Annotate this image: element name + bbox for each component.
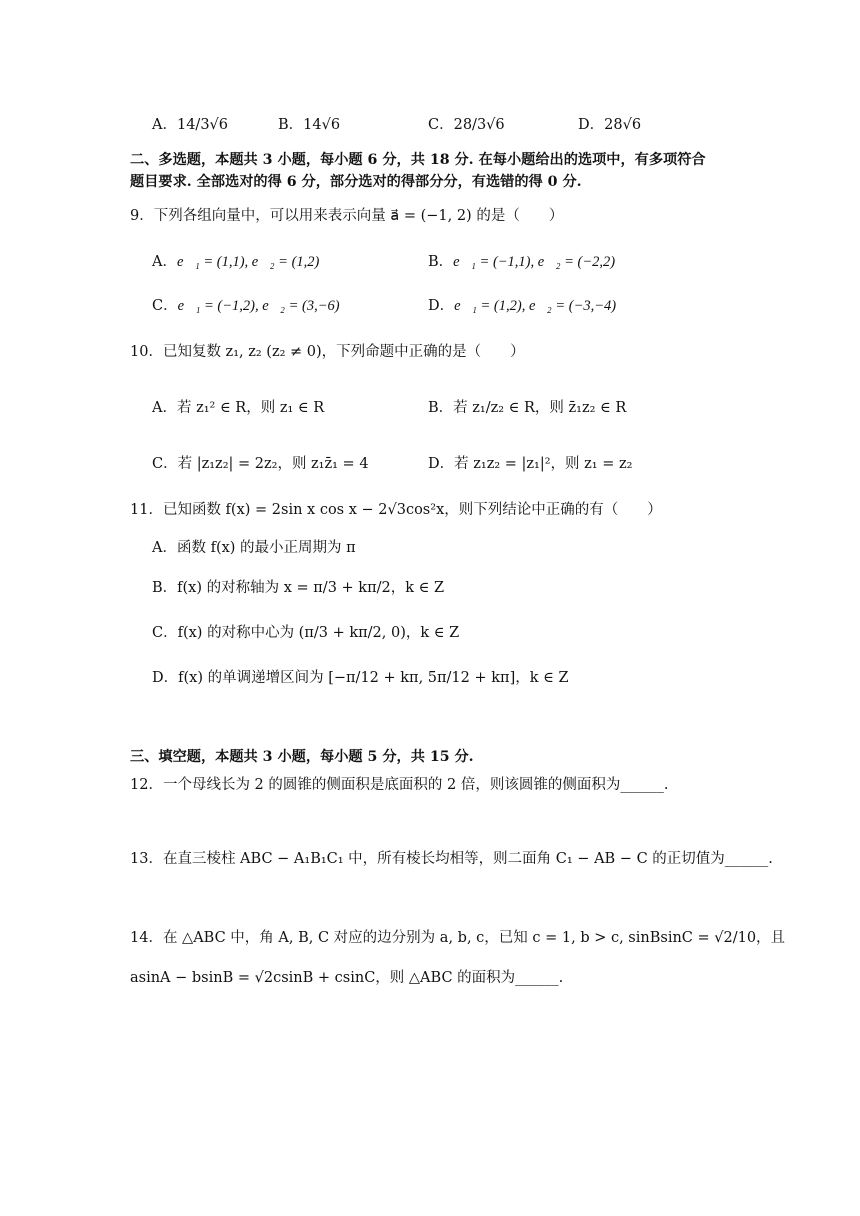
q11-option-b: B．f(x) 的对称轴为 x = π/3 + kπ/2，k ∈ Z <box>152 580 445 596</box>
q11-option-c: C．f(x) 的对称中心为 (π/3 + kπ/2, 0)，k ∈ Z <box>152 625 460 641</box>
q10-option-c: C．若 |z₁z₂| = 2z₂，则 z₁z̄₁ = 4 <box>152 456 369 472</box>
q9-option-d: D．e⃗₁ = (1,2), e⃗₂ = (−3,−4) <box>428 298 617 314</box>
q9-option-a: A．e⃗₁ = (1,1), e⃗₂ = (1,2) <box>152 254 320 270</box>
q11-stem: 11．已知函数 f(x) = 2sin x cos x − 2√3cos²x，则下列结论中正确的有（ ） <box>130 502 662 518</box>
section2-header-line2: 题目要求. 全部选对的得 6 分，部分选对的得部分分，有选错的得 0 分. <box>130 174 582 190</box>
q8-option-b: B．14√6 <box>278 117 341 133</box>
q12-text: 12．一个母线长为 2 的圆锥的侧面积是底面积的 2 倍，则该圆锥的侧面积为______. <box>130 777 669 793</box>
q9-option-c: C．e⃗₁ = (−1,2), e⃗₂ = (3,−6) <box>152 298 340 314</box>
q10-stem: 10．已知复数 z₁, z₂ (z₂ ≠ 0)，下列命题中正确的是（ ） <box>130 344 525 360</box>
section2-header-line1: 二、多选题，本题共 3 小题，每小题 6 分，共 18 分. 在每小题给出的选项中，有多项符合 <box>130 152 706 168</box>
q9-option-b: B．e⃗₁ = (−1,1), e⃗₂ = (−2,2) <box>428 254 616 270</box>
q11-option-d: D．f(x) 的单调递增区间为 [−π/12 + kπ, 5π/12 + kπ]，k ∈ Z <box>152 670 569 686</box>
q8-option-c: C．28/3√6 <box>428 117 505 133</box>
q14-line2: asinA − bsinB = √2csinB + csinC，则 △ABC 的面积为______. <box>130 970 564 986</box>
q10-option-b: B．若 z₁/z₂ ∈ R，则 z̄₁z₂ ∈ R <box>428 400 627 416</box>
q11-option-a: A．函数 f(x) 的最小正周期为 π <box>152 540 356 556</box>
section3-header: 三、填空题，本题共 3 小题，每小题 5 分，共 15 分. <box>130 749 474 765</box>
q8-option-d: D．28√6 <box>578 117 642 133</box>
q10-option-d: D．若 z₁z₂ = |z₁|²，则 z₁ = z₂ <box>428 456 633 472</box>
q8-option-a: A．14/3√6 <box>152 117 229 133</box>
q9-stem: 9．下列各组向量中，可以用来表示向量 a⃗ = (−1, 2) 的是（ ） <box>130 208 564 224</box>
q14-line1: 14．在 △ABC 中，角 A, B, C 对应的边分别为 a, b, c，已知 c = 1, b > c, sinBsinC = √2/10，且 <box>130 930 786 946</box>
q10-option-a: A．若 z₁² ∈ R，则 z₁ ∈ R <box>152 400 325 416</box>
q13-text: 13．在直三棱柱 ABC − A₁B₁C₁ 中，所有棱长均相等，则二面角 C₁ − AB − C 的正切值为______. <box>130 851 773 867</box>
